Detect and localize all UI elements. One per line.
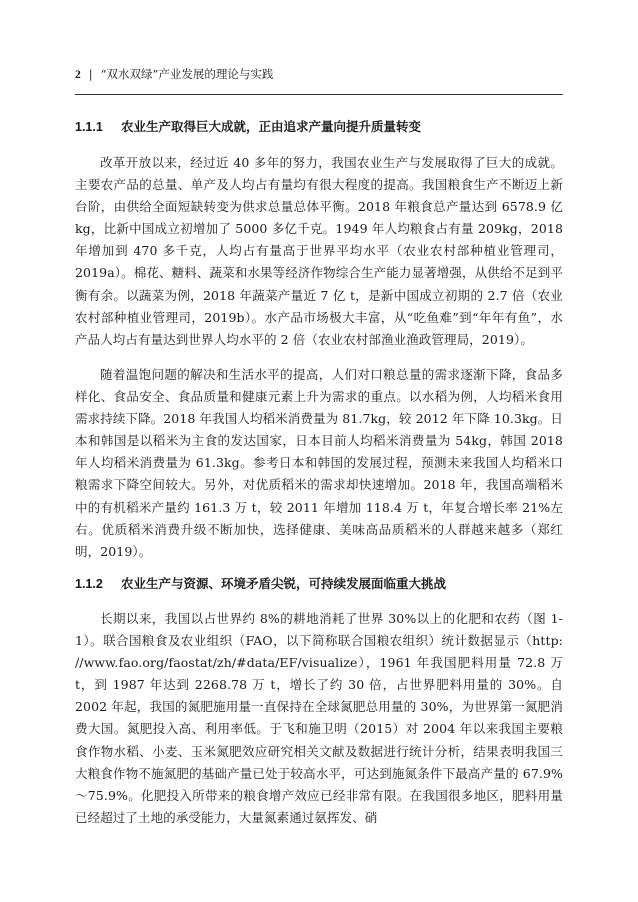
section-title: 农业生产取得巨大成就，正由追求产量向提升质量转变 — [121, 119, 422, 134]
page-number: 2 — [75, 69, 81, 81]
header-separator: | — [88, 67, 93, 81]
section-number: 1.1.2 — [75, 577, 103, 591]
book-title: “双水双绿”产业发展的理论与实践 — [100, 67, 274, 81]
running-header — [75, 66, 575, 83]
header-rule — [75, 94, 563, 95]
section-number: 1.1.1 — [75, 120, 103, 134]
body-paragraph: 随着温饱问题的解决和生活水平的提高，人们对口粮总量的需求逐渐下降，食品多样化、食品安全、食品质量和健康元素上升为需求的重点。以水稻为例，人均稻米食用需求持续下降。2018 年我国人均稻米消费量为 81.7kg，较 2012 年下降 10.3kg。日本和韩国是以稻米为主食的发达国家，日本目前人均稻米消费量为 54kg，韩国 2018 年人均稻米消费量为 61.3kg。参考日本和韩国的发展过程，预测未来我国人均稻米口粮需求下降空间较大。另外，对优质稻米的需求却快速增加。2018 年，我国高端稻米中的有机稻米产量约 161.3 万 t，较 2011 年增加 118.4 万 t，年复合增长率 21%左右。优质稻米消费升级不断加快，选择健康、美味高品质稻米的人群越来越多（郑红明，2019）。 — [75, 367, 563, 559]
section-heading-1-1-1 — [75, 118, 575, 136]
section-heading-1-1-2 — [75, 575, 575, 593]
body-paragraph: 长期以来，我国以占世界约 8%的耕地消耗了世界 30%以上的化肥和农药（图 1-1）。联合国粮食及农业组织（FAO，以下简称联合国粮农组织）统计数据显示（http: //www.fao.org/faostat/zh/#data/EF/visualize），1961 年我国肥料用量 72.8 万 t，到 1987 年达到 2268.78 万 t，增长了约 30 倍，占世界肥料用量的 30%。自 2002 年起，我国的氮肥施用量一直保持在全球氮肥总用量的 30%，为世界第一氮肥消费大国。氮肥投入高、利用率低。于飞和施卫明（2015）对 2004 年以来我国主要粮食作物水稻、小麦、玉米氮肥效应研究相关文献及数据进行统计分析，结果表明我国三大粮食作物不施氮肥的基础产量已处于较高水平，可达到施氮条件下最高产量的 67.9%～75.9%。化肥投入所带来的粮食增产效应已经非常有限。在我国很多地区，肥料用量已经超过了土地的承受能力，大量氮素通过氨挥发、硝 — [75, 611, 563, 825]
section-title: 农业生产与资源、环境矛盾尖锐，可持续发展面临重大挑战 — [121, 576, 447, 591]
body-paragraph: 改革开放以来，经过近 40 多年的努力，我国农业生产与发展取得了巨大的成就。主要农产品的总量、单产及人均占有量均有很大程度的提高。我国粮食生产不断迈上新台阶，由供给全面短缺转变为供求总量总体平衡。2018 年粮食总产量达到 6578.9 亿 kg，比新中国成立初增加了 5000 多亿千克。1949 年人均粮食占有量 209kg，2018 年增加到 470 多千克，人均占有量高于世界平均水平（农业农村部种植业管理司，2019a）。棉花、糖料、蔬菜和水果等经济作物综合生产能力显著增强，从供给不足到平衡有余。以蔬菜为例，2018 年蔬菜产量近 7 亿 t，是新中国成立初期的 2.7 倍（农业农村部种植业管理司，2019b）。水产品市场极大丰富，从“吃鱼难”到“年年有鱼”，水产品人均占有量达到世界人均水平的 2 倍（农业农村部渔业渔政管理局，2019）。 — [75, 155, 563, 347]
